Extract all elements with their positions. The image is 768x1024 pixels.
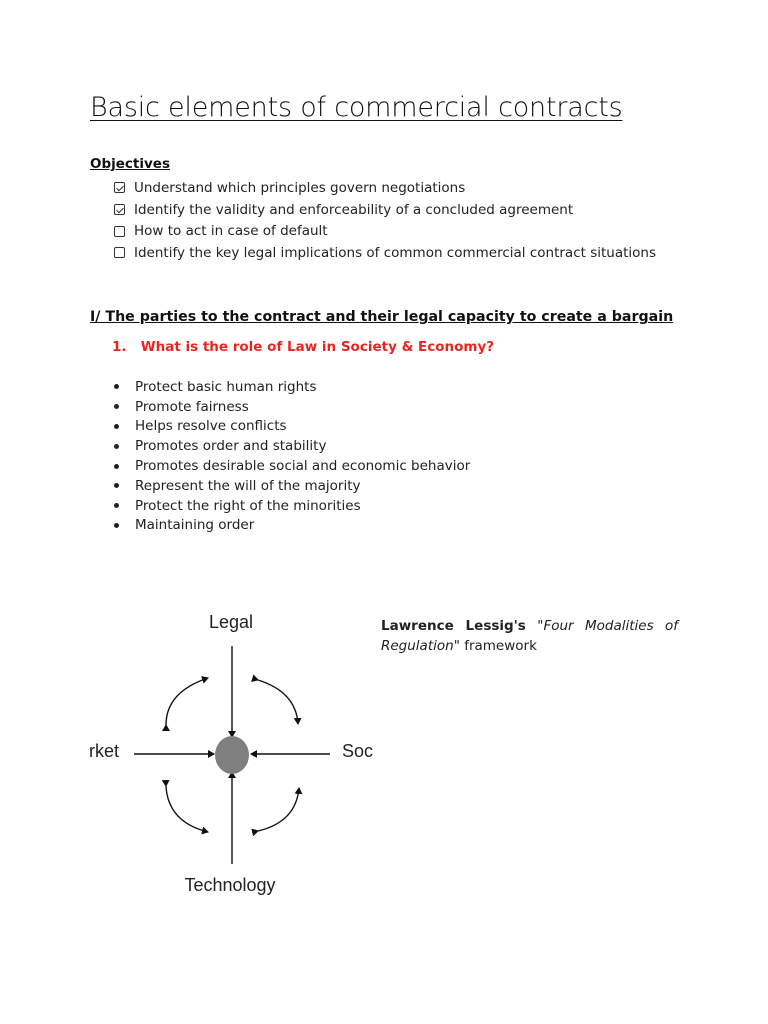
diagram-label-left: rket bbox=[89, 741, 120, 761]
checkbox-checked-icon[interactable] bbox=[114, 182, 125, 193]
list-item bbox=[112, 456, 470, 476]
list-item bbox=[112, 516, 470, 536]
caption-work-title: "Four Modalities of Regulation" bbox=[381, 618, 678, 654]
objective-item bbox=[114, 177, 656, 199]
objective-label: How to act in case of default bbox=[134, 223, 328, 240]
list-item-text: Promote fairness bbox=[135, 398, 249, 415]
law-roles-list bbox=[112, 377, 470, 535]
caption-suffix: framework bbox=[459, 638, 537, 654]
objectives-checklist bbox=[114, 177, 656, 264]
bullet-icon bbox=[114, 444, 119, 449]
list-item-text: Helps resolve conflicts bbox=[135, 418, 287, 435]
list-item bbox=[112, 496, 470, 516]
list-item-text: Protect basic human rights bbox=[135, 378, 317, 395]
four-modalities-diagram bbox=[84, 600, 384, 900]
curved-arrow-bottom-left bbox=[166, 786, 208, 832]
checkbox-unchecked-icon[interactable] bbox=[114, 226, 125, 237]
document-title: Basic elements of commercial contracts bbox=[90, 92, 623, 123]
list-item bbox=[112, 476, 470, 496]
objective-label: Understand which principles govern negotiations bbox=[134, 179, 466, 196]
list-item-text: Promotes order and stability bbox=[135, 438, 327, 455]
list-item bbox=[112, 397, 470, 417]
objective-item bbox=[114, 199, 656, 221]
bullet-icon bbox=[114, 503, 119, 508]
list-item-text: Protect the right of the minorities bbox=[135, 497, 361, 514]
list-item-text: Represent the will of the majority bbox=[135, 477, 361, 494]
diagram-label-right: Soc bbox=[342, 741, 374, 761]
objective-label: Identify the key legal implications of common commercial contract situations bbox=[134, 244, 656, 261]
caption-author: Lawrence Lessig's bbox=[381, 618, 526, 634]
curved-arrow-bottom-right bbox=[258, 788, 299, 831]
section-question bbox=[112, 339, 494, 355]
bullet-icon bbox=[114, 523, 119, 528]
diagram-label-bottom: Technology bbox=[184, 875, 276, 895]
bullet-icon bbox=[114, 404, 119, 409]
list-item bbox=[112, 417, 470, 437]
list-item-text: Promotes desirable social and economic behavior bbox=[135, 458, 471, 475]
objectives-heading: Objectives bbox=[90, 156, 170, 172]
question-text: What is the role of Law in Society & Economy? bbox=[140, 339, 495, 355]
checkbox-unchecked-icon[interactable] bbox=[114, 247, 125, 258]
center-node bbox=[215, 736, 249, 774]
section-heading: I/ The parties to the contract and their legal capacity to create a bargain bbox=[90, 309, 674, 325]
objective-item bbox=[114, 220, 656, 242]
checkbox-checked-icon[interactable] bbox=[114, 204, 125, 215]
curved-arrow-top-left bbox=[166, 678, 208, 725]
bullet-icon bbox=[114, 424, 119, 429]
list-item bbox=[112, 377, 470, 397]
objective-item bbox=[114, 242, 656, 264]
bullet-icon bbox=[114, 483, 119, 488]
list-item bbox=[112, 436, 470, 456]
diagram-label-top: Legal bbox=[208, 612, 254, 632]
curved-arrow-top-right bbox=[258, 680, 298, 724]
diagram-caption bbox=[381, 616, 678, 656]
question-number: 1. bbox=[112, 339, 127, 355]
bullet-icon bbox=[114, 384, 119, 389]
objective-label: Identify the validity and enforceability of a concluded agreement bbox=[134, 201, 574, 218]
list-item-text: Maintaining order bbox=[135, 517, 255, 534]
bullet-icon bbox=[114, 464, 119, 469]
